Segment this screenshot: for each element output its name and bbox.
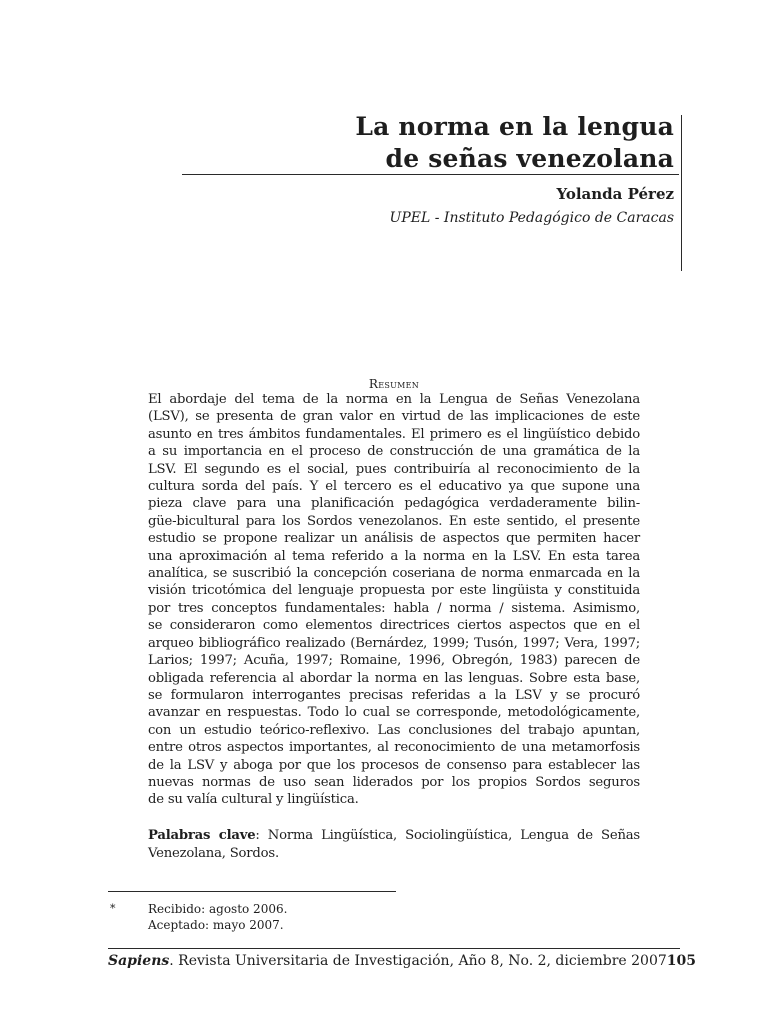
abstract-line: El abordaje del tema de la norma en la Lengua de Señas Venezolana — [148, 392, 640, 407]
abstract-line: Larios; 1997; Acuña, 1997; Romaine, 1996, Obregón, 1983) parecen de — [148, 653, 640, 669]
title-line-2: de señas venezolana — [385, 144, 674, 173]
keywords-line-1 — [148, 827, 640, 845]
keywords-label: Palabras clave — [148, 828, 256, 843]
author-affiliation: UPEL - Instituto Pedagógico de Caracas — [389, 210, 674, 226]
keywords-text: : Norma Lingüística, Sociolingüística, Lengua de Señas — [255, 828, 640, 843]
abstract-body — [148, 391, 640, 809]
page-number: 105 — [666, 953, 696, 969]
citation-details: . Revista Universitaria de Investigación, Año 8, No. 2, diciembre 2007 — [169, 953, 667, 969]
abstract-line: arqueo bibliográfico realizado (Bernárdez, 1999; Tusón, 1997; Vera, 1997; — [148, 635, 640, 651]
abstract-line: avanzar en respuestas. Todo lo cual se corresponde, metodológicamente, — [148, 705, 640, 721]
title-rule-horizontal — [182, 174, 679, 175]
abstract-line: cultura sorda del país. Y el tercero es el educativo ya que supone una — [148, 479, 640, 495]
abstract-line: asunto en tres ámbitos fundamentales. El primero es el lingüístico debido — [148, 426, 640, 442]
abstract-line: con un estudio teórico-reflexivo. Las conclusiones del trabajo apuntan, — [148, 722, 640, 738]
footnote-accepted: Aceptado: mayo 2007. — [148, 918, 284, 932]
article-title — [254, 111, 674, 175]
abstract-line: (LSV), se presenta de gran valor en virtud de las implicaciones de este — [148, 409, 640, 425]
keywords-block — [148, 827, 640, 863]
abstract-line: se consideraron como elementos directrices ciertos aspectos que en el — [148, 618, 640, 634]
page-footer — [108, 953, 696, 969]
abstract-line: güe-bicultural para los Sordos venezolanos. En este sentido, el presente — [148, 513, 640, 529]
abstract-line: se formularon interrogantes precisas referidas a la LSV y se procuró — [148, 687, 640, 703]
abstract-line: pieza clave para una planificación pedagógica verdaderamente bilin- — [148, 496, 640, 512]
abstract-line: una aproximación al tema referido a la norma en la LSV. En esta tarea — [148, 548, 640, 564]
abstract-line: analítica, se suscribió la concepción coseriana de norma enmarcada en la — [148, 566, 640, 582]
abstract-line: a su importancia en el proceso de construcción de una gramática de la — [148, 444, 640, 460]
footer-rule — [108, 948, 680, 949]
abstract-line: estudio se propone realizar un análisis de aspectos que permiten hacer — [148, 531, 640, 547]
footnote-text — [148, 901, 287, 933]
title-line-1: La norma en la lengua — [355, 112, 674, 141]
abstract-heading: Resumen — [368, 377, 420, 391]
abstract-line: de la LSV y aboga por que los procesos de consenso para establecer las — [148, 757, 640, 773]
footer-citation — [108, 953, 667, 969]
abstract-line: LSV. El segundo es el social, pues contribuiría al reconocimiento de la — [148, 461, 640, 477]
abstract-line: de su valía cultural y lingüística. — [148, 792, 359, 808]
keywords-line-2: Venezolana, Sordos. — [148, 846, 279, 861]
abstract-line: entre otros aspectos importantes, al reconocimiento de una metamorfosis — [148, 740, 640, 756]
footnote-rule — [108, 891, 396, 892]
journal-name: Sapiens — [108, 953, 170, 969]
title-rule-vertical — [681, 115, 682, 271]
author-name: Yolanda Pérez — [556, 185, 674, 203]
abstract-line: nuevas normas de uso sean liderados por los propios Sordos seguros — [148, 774, 640, 790]
abstract-line: visión tricotómica del lenguaje propuesta por este lingüista y constituida — [148, 583, 640, 599]
footnote-received: Recibido: agosto 2006. — [148, 902, 288, 916]
abstract-line: obligada referencia al abordar la norma en las lenguas. Sobre esta base, — [148, 670, 640, 686]
abstract-line: por tres conceptos fundamentales: habla / norma / sistema. Asimismo, — [148, 600, 640, 616]
footnote-mark: * — [110, 902, 116, 915]
